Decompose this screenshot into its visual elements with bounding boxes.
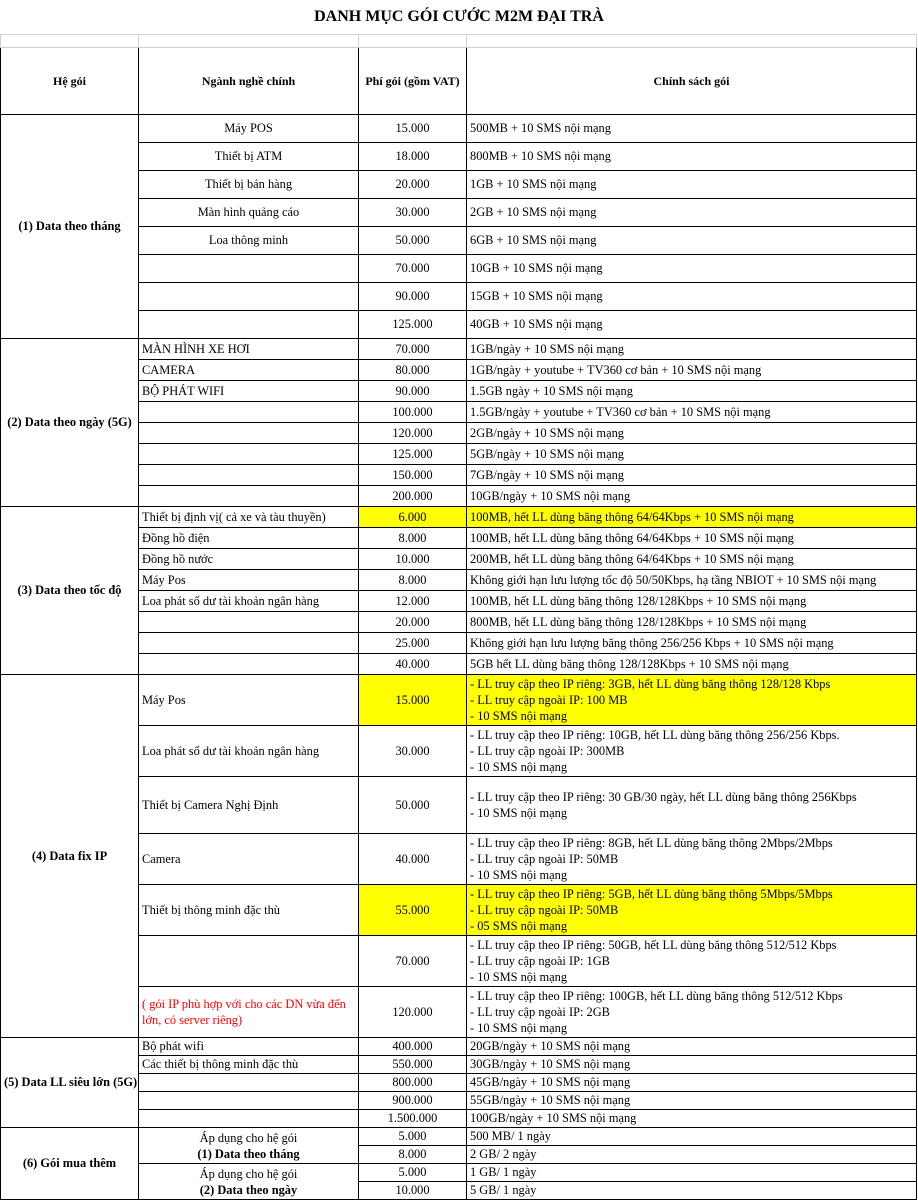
industry-cell <box>139 633 359 654</box>
industry-cell <box>139 612 359 633</box>
policy-line: - 10 SMS nội mạng <box>470 1021 568 1035</box>
table-row <box>1 549 917 570</box>
policy-cell: 100MB, hết LL dùng băng thông 128/128Kbps + 10 SMS nội mạng <box>467 591 917 612</box>
table-row <box>1 834 917 885</box>
industry-cell <box>139 311 359 339</box>
group-name-cell: (6) Gói mua thêm <box>1 1128 139 1200</box>
price-cell: 40.000 <box>359 834 467 885</box>
price-cell: 40.000 <box>359 654 467 675</box>
policy-cell: 5GB hết LL dùng băng thông 128/128Kbps + 10 SMS nội mạng <box>467 654 917 675</box>
price-cell: 30.000 <box>359 726 467 777</box>
policy-cell: 55GB/ngày + 10 SMS nội mạng <box>467 1092 917 1110</box>
table-row <box>1 486 917 507</box>
industry-cell <box>139 654 359 675</box>
industry-cell <box>139 444 359 465</box>
table-row <box>1 654 917 675</box>
price-cell: 8.000 <box>359 1146 467 1164</box>
header-cell: Phí gói (gồm VAT) <box>359 48 467 115</box>
policy-cell: 500MB + 10 SMS nội mạng <box>467 115 917 143</box>
policy-cell: 1 GB/ 1 ngày <box>467 1164 917 1182</box>
industry-cell: Thiết bị bán hàng <box>139 171 359 199</box>
table-row <box>1 402 917 423</box>
price-cell: 12.000 <box>359 591 467 612</box>
policy-line: - 05 SMS nội mạng <box>470 919 568 933</box>
price-cell: 5.000 <box>359 1164 467 1182</box>
industry-cell: Đồng hồ nước <box>139 549 359 570</box>
policy-line: - LL truy cập theo IP riêng: 30 GB/30 ngày, hết LL dùng băng thông 256Kbps <box>470 790 857 804</box>
policy-line: - 10 SMS nội mạng <box>470 709 568 723</box>
policy-cell: 1.5GB/ngày + youtube + TV360 cơ bản + 10 SMS nội mạng <box>467 402 917 423</box>
policy-cell <box>467 726 917 777</box>
policy-line: - LL truy cập theo IP riêng: 5GB, hết LL dùng băng thông 5Mbps/5Mbps <box>470 887 833 901</box>
price-cell: 900.000 <box>359 1092 467 1110</box>
policy-cell: 5GB/ngày + 10 SMS nội mạng <box>467 444 917 465</box>
header-row <box>1 48 917 115</box>
industry-cell: Đồng hồ điện <box>139 528 359 549</box>
table-row <box>1 570 917 591</box>
policy-line: - LL truy cập theo IP riêng: 10GB, hết LL dùng băng thông 256/256 Kbps. <box>470 728 840 742</box>
price-cell: 125.000 <box>359 444 467 465</box>
price-cell: 125.000 <box>359 311 467 339</box>
table-row <box>1 255 917 283</box>
industry-cell <box>139 1092 359 1110</box>
policy-cell: 100MB, hết LL dùng băng thông 64/64Kbps + 10 SMS nội mạng <box>467 528 917 549</box>
table-row <box>1 1038 917 1056</box>
table-row <box>1 507 917 528</box>
industry-cell <box>139 1164 359 1200</box>
group-name-cell: (3) Data theo tốc độ <box>1 507 139 675</box>
table-row <box>1 612 917 633</box>
industry-cell: Máy Pos <box>139 675 359 726</box>
price-cell: 100.000 <box>359 402 467 423</box>
table-row <box>1 885 917 936</box>
table-row <box>1 528 917 549</box>
industry-cell <box>139 423 359 444</box>
industry-cell: Thiết bị thông minh đặc thù <box>139 885 359 936</box>
price-cell: 55.000 <box>359 885 467 936</box>
industry-cell <box>139 1110 359 1128</box>
price-cell: 70.000 <box>359 936 467 987</box>
industry-cell: Máy POS <box>139 115 359 143</box>
policy-cell: Không giới hạn lưu lượng tốc độ 50/50Kbps, hạ tầng NBIOT + 10 SMS nội mạng <box>467 570 917 591</box>
price-cell: 550.000 <box>359 1056 467 1074</box>
price-cell: 70.000 <box>359 339 467 360</box>
industry-cell: Thiết bị định vị( cả xe và tàu thuyền) <box>139 507 359 528</box>
industry-cell <box>139 1074 359 1092</box>
table-row <box>1 726 917 777</box>
policy-line: - LL truy cập theo IP riêng: 8GB, hết LL dùng băng thông 2Mbps/2Mbps <box>470 836 833 850</box>
policy-cell: 100MB, hết LL dùng băng thông 64/64Kbps + 10 SMS nội mạng <box>467 507 917 528</box>
price-cell: 18.000 <box>359 143 467 171</box>
table-row <box>1 199 917 227</box>
industry-cell <box>139 255 359 283</box>
industry-cell <box>139 402 359 423</box>
price-cell: 120.000 <box>359 423 467 444</box>
policy-cell: 10GB/ngày + 10 SMS nội mạng <box>467 486 917 507</box>
applied-package-label: (1) Data theo tháng <box>197 1146 300 1161</box>
table-row <box>1 465 917 486</box>
policy-line: - LL truy cập ngoài IP: 1GB <box>470 954 610 968</box>
industry-cell: Thiết bị ATM <box>139 143 359 171</box>
table-row <box>1 339 917 360</box>
policy-line: - LL truy cập ngoài IP: 2GB <box>470 1005 610 1019</box>
policy-cell: 20GB/ngày + 10 SMS nội mạng <box>467 1038 917 1056</box>
policy-cell: 2GB/ngày + 10 SMS nội mạng <box>467 423 917 444</box>
table-row <box>1 381 917 402</box>
table-row <box>1 311 917 339</box>
apply-label: Áp dụng cho hệ gói <box>199 1166 298 1181</box>
table-row <box>1 777 917 834</box>
table-row <box>1 633 917 654</box>
group-name-cell: (2) Data theo ngày (5G) <box>1 339 139 507</box>
table-row <box>1 936 917 987</box>
policy-cell: 1.5GB ngày + 10 SMS nội mạng <box>467 381 917 402</box>
header-cell: Chính sách gói <box>467 48 917 115</box>
table-row <box>1 591 917 612</box>
table-row <box>1 1056 917 1074</box>
industry-cell: ( gói IP phù hợp với cho các DN vừa đến lớn, có server riêng) <box>139 987 359 1038</box>
table-row <box>1 115 917 143</box>
applied-package-label: (2) Data theo ngày <box>199 1182 298 1197</box>
table-row <box>1 1164 917 1182</box>
industry-cell: Camera <box>139 834 359 885</box>
policy-cell: 40GB + 10 SMS nội mạng <box>467 311 917 339</box>
policy-cell: 200MB, hết LL dùng băng thông 64/64Kbps + 10 SMS nội mạng <box>467 549 917 570</box>
industry-cell: BỘ PHÁT WIFI <box>139 381 359 402</box>
industry-cell <box>139 936 359 987</box>
policy-line: - 10 SMS nội mạng <box>470 806 568 820</box>
policy-cell: 30GB/ngày + 10 SMS nội mạng <box>467 1056 917 1074</box>
table-row <box>1 143 917 171</box>
price-cell: 400.000 <box>359 1038 467 1056</box>
policy-cell <box>467 936 917 987</box>
price-cell: 15.000 <box>359 675 467 726</box>
price-cell: 1.500.000 <box>359 1110 467 1128</box>
policy-cell: 5 GB/ 1 ngày <box>467 1182 917 1200</box>
policy-cell <box>467 675 917 726</box>
package-table <box>0 34 917 1200</box>
group-name-cell: (4) Data fix IP <box>1 675 139 1038</box>
page-title: DANH MỤC GÓI CƯỚC M2M ĐẠI TRÀ <box>314 8 604 25</box>
group-name-cell: (1) Data theo tháng <box>1 115 139 339</box>
policy-cell: 10GB + 10 SMS nội mạng <box>467 255 917 283</box>
policy-cell <box>467 777 917 834</box>
price-cell: 10.000 <box>359 549 467 570</box>
table-row <box>1 423 917 444</box>
price-cell: 20.000 <box>359 171 467 199</box>
spacer-row <box>1 35 917 48</box>
industry-cell: Loa phát số dư tài khoản ngân hàng <box>139 591 359 612</box>
price-cell: 90.000 <box>359 283 467 311</box>
table-row <box>1 1092 917 1110</box>
industry-cell: Các thiết bị thông minh đặc thù <box>139 1056 359 1074</box>
policy-cell: 1GB/ngày + youtube + TV360 cơ bản + 10 SMS nội mạng <box>467 360 917 381</box>
price-cell: 20.000 <box>359 612 467 633</box>
policy-cell <box>467 987 917 1038</box>
industry-cell: Bộ phát wifi <box>139 1038 359 1056</box>
price-cell: 80.000 <box>359 360 467 381</box>
table-row <box>1 1110 917 1128</box>
industry-cell <box>139 486 359 507</box>
policy-cell: 7GB/ngày + 10 SMS nội mạng <box>467 465 917 486</box>
policy-cell <box>467 834 917 885</box>
policy-line: - LL truy cập ngoài IP: 100 MB <box>470 693 628 707</box>
industry-cell: CAMERA <box>139 360 359 381</box>
price-cell: 8.000 <box>359 570 467 591</box>
price-cell: 800.000 <box>359 1074 467 1092</box>
price-cell: 70.000 <box>359 255 467 283</box>
header-cell: Ngành nghề chính <box>139 48 359 115</box>
price-cell: 8.000 <box>359 528 467 549</box>
industry-cell: Màn hình quảng cáo <box>139 199 359 227</box>
policy-cell: 800MB, hết LL dùng băng thông 128/128Kbps + 10 SMS nội mạng <box>467 612 917 633</box>
policy-line: - LL truy cập ngoài IP: 300MB <box>470 744 625 758</box>
policy-cell: 2 GB/ 2 ngày <box>467 1146 917 1164</box>
policy-cell: 800MB + 10 SMS nội mạng <box>467 143 917 171</box>
policy-cell: 15GB + 10 SMS nội mạng <box>467 283 917 311</box>
policy-cell: 100GB/ngày + 10 SMS nội mạng <box>467 1110 917 1128</box>
industry-cell: Thiết bị Camera Nghị Định <box>139 777 359 834</box>
table-row <box>1 360 917 381</box>
price-cell: 5.000 <box>359 1128 467 1146</box>
policy-line: - 10 SMS nội mạng <box>470 760 568 774</box>
policy-cell: 1GB/ngày + 10 SMS nội mạng <box>467 339 917 360</box>
price-cell: 90.000 <box>359 381 467 402</box>
header-cell: Hệ gói <box>1 48 139 115</box>
industry-cell: Loa thông minh <box>139 227 359 255</box>
policy-cell: 45GB/ngày + 10 SMS nội mạng <box>467 1074 917 1092</box>
policy-cell: 1GB + 10 SMS nội mạng <box>467 171 917 199</box>
price-cell: 120.000 <box>359 987 467 1038</box>
price-cell: 6.000 <box>359 507 467 528</box>
table-row <box>1 1074 917 1092</box>
apply-label: Áp dụng cho hệ gói <box>199 1130 298 1145</box>
policy-line: - LL truy cập theo IP riêng: 3GB, hết LL dùng băng thông 128/128 Kbps <box>470 677 831 691</box>
price-cell: 10.000 <box>359 1182 467 1200</box>
table-row <box>1 1128 917 1146</box>
policy-cell: 500 MB/ 1 ngày <box>467 1128 917 1146</box>
price-cell: 15.000 <box>359 115 467 143</box>
table-row <box>1 987 917 1038</box>
table-row <box>1 675 917 726</box>
price-cell: 200.000 <box>359 486 467 507</box>
price-cell: 30.000 <box>359 199 467 227</box>
policy-line: - 10 SMS nội mạng <box>470 970 568 984</box>
industry-cell <box>139 283 359 311</box>
policy-line: - LL truy cập theo IP riêng: 50GB, hết LL dùng băng thông 512/512 Kbps <box>470 938 837 952</box>
table-row <box>1 444 917 465</box>
price-cell: 150.000 <box>359 465 467 486</box>
table-row <box>1 283 917 311</box>
industry-cell <box>139 465 359 486</box>
policy-line: - LL truy cập ngoài IP: 50MB <box>470 903 619 917</box>
industry-cell: Loa phát số dư tài khoản ngân hàng <box>139 726 359 777</box>
policy-cell: 2GB + 10 SMS nội mạng <box>467 199 917 227</box>
policy-line: - LL truy cập ngoài IP: 50MB <box>470 852 619 866</box>
price-cell: 50.000 <box>359 227 467 255</box>
policy-cell <box>467 885 917 936</box>
price-cell: 25.000 <box>359 633 467 654</box>
policy-line: - LL truy cập theo IP riêng: 100GB, hết LL dùng băng thông 512/512 Kbps <box>470 989 843 1003</box>
table-row <box>1 227 917 255</box>
policy-cell: 6GB + 10 SMS nội mạng <box>467 227 917 255</box>
table-row <box>1 171 917 199</box>
industry-cell <box>139 1128 359 1164</box>
group-name-cell: (5) Data LL siêu lớn (5G) <box>1 1038 139 1128</box>
industry-cell: Máy Pos <box>139 570 359 591</box>
industry-cell: MÀN HÌNH XE HƠI <box>139 339 359 360</box>
policy-line: - 10 SMS nội mạng <box>470 868 568 882</box>
policy-cell: Không giới hạn lưu lượng băng thông 256/256 Kbps + 10 SMS nội mạng <box>467 633 917 654</box>
price-cell: 50.000 <box>359 777 467 834</box>
